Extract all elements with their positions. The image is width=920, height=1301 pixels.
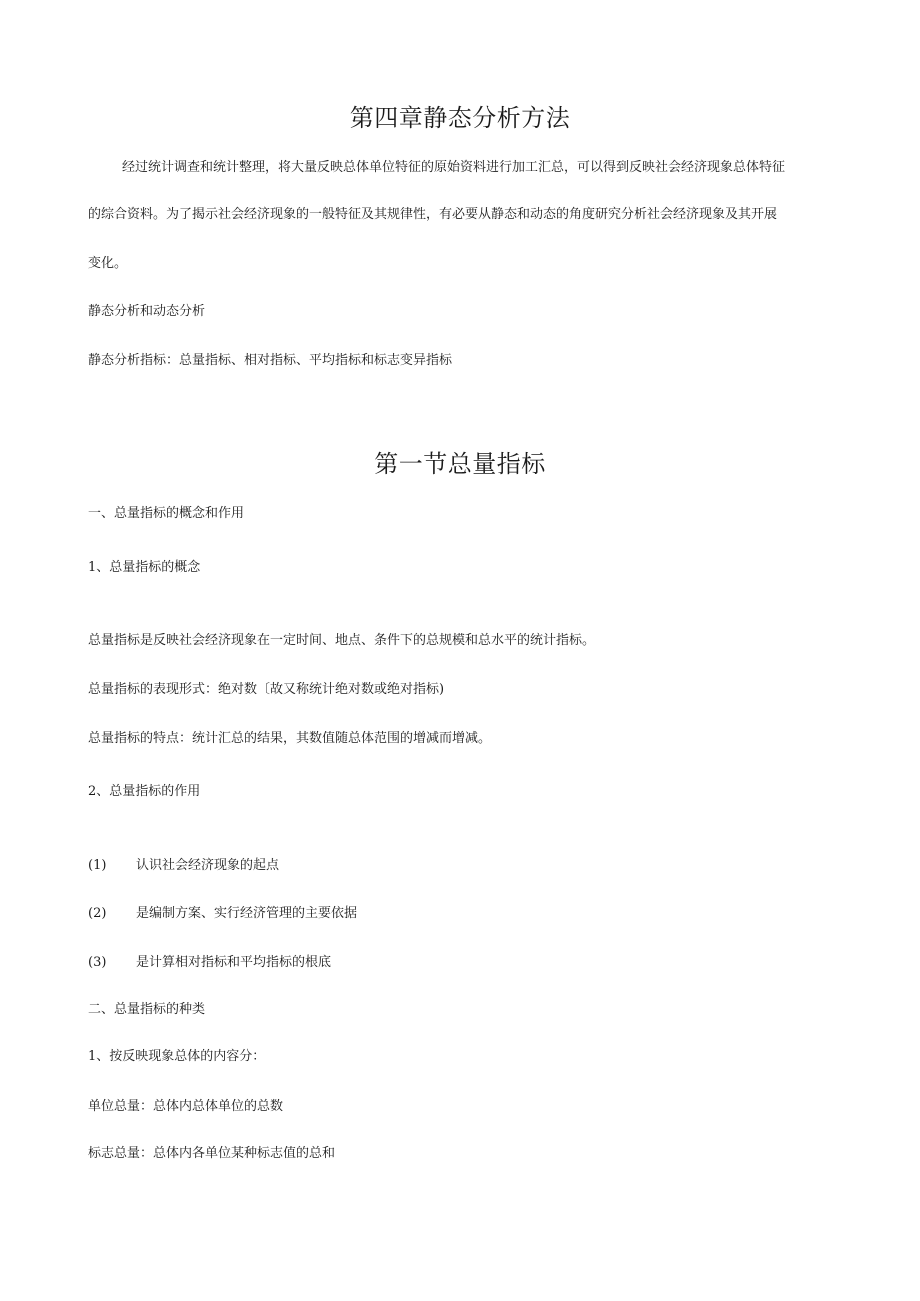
feature-line: 总量指标的特点：统计汇总的结果，其数值随总体范围的增减而增减。 <box>88 731 492 746</box>
heading-concept: 1、总量指标的概念 <box>88 560 201 575</box>
intro-paragraph-line-1: 经过统计调查和统计整理，将大量反映总体单位特征的原始资料进行加工汇总，可以得到反映社会经济现象总体特征 <box>122 160 786 175</box>
use-item-number: (1) <box>88 858 107 873</box>
heading-by-content: 1、按反映现象总体的内容分： <box>88 1049 266 1064</box>
definition-line: 总量指标是反映社会经济现象在一定时间、地点、条件下的总规模和总水平的统计指标。 <box>88 633 596 648</box>
heading-use: 2、总量指标的作用 <box>88 784 201 799</box>
intro-paragraph-line-2: 的综合资料。为了揭示社会经济现象的一般特征及其规律性，有必要从静态和动态的角度研究分析社会经济现象及其开展 <box>88 207 778 222</box>
use-item-number: (2) <box>88 906 107 921</box>
use-item-number: (3) <box>88 955 107 970</box>
intro-paragraph-line-3: 变化。 <box>88 256 128 271</box>
form-line: 总量指标的表现形式：绝对数〔故又称统计绝对数或绝对指标) <box>88 682 445 697</box>
heading-types: 二、总量指标的种类 <box>88 1002 206 1017</box>
use-item-text: 认识社会经济现象的起点 <box>136 858 280 873</box>
static-dynamic-line: 静态分析和动态分析 <box>88 304 206 319</box>
section-title: 第一节总量指标 <box>374 450 546 478</box>
chapter-title: 第四章静态分析方法 <box>349 104 571 132</box>
heading-concept-and-use: 一、总量指标的概念和作用 <box>88 506 245 521</box>
unit-total-line: 单位总量：总体内总体单位的总数 <box>88 1099 284 1114</box>
use-item-text: 是计算相对指标和平均指标的根底 <box>136 955 332 970</box>
mark-total-line: 标志总量：总体内各单位某种标志值的总和 <box>88 1146 336 1161</box>
use-item-text: 是编制方案、实行经济管理的主要依据 <box>136 906 358 921</box>
static-indicators-line: 静态分析指标：总量指标、相对指标、平均指标和标志变异指标 <box>88 353 453 368</box>
